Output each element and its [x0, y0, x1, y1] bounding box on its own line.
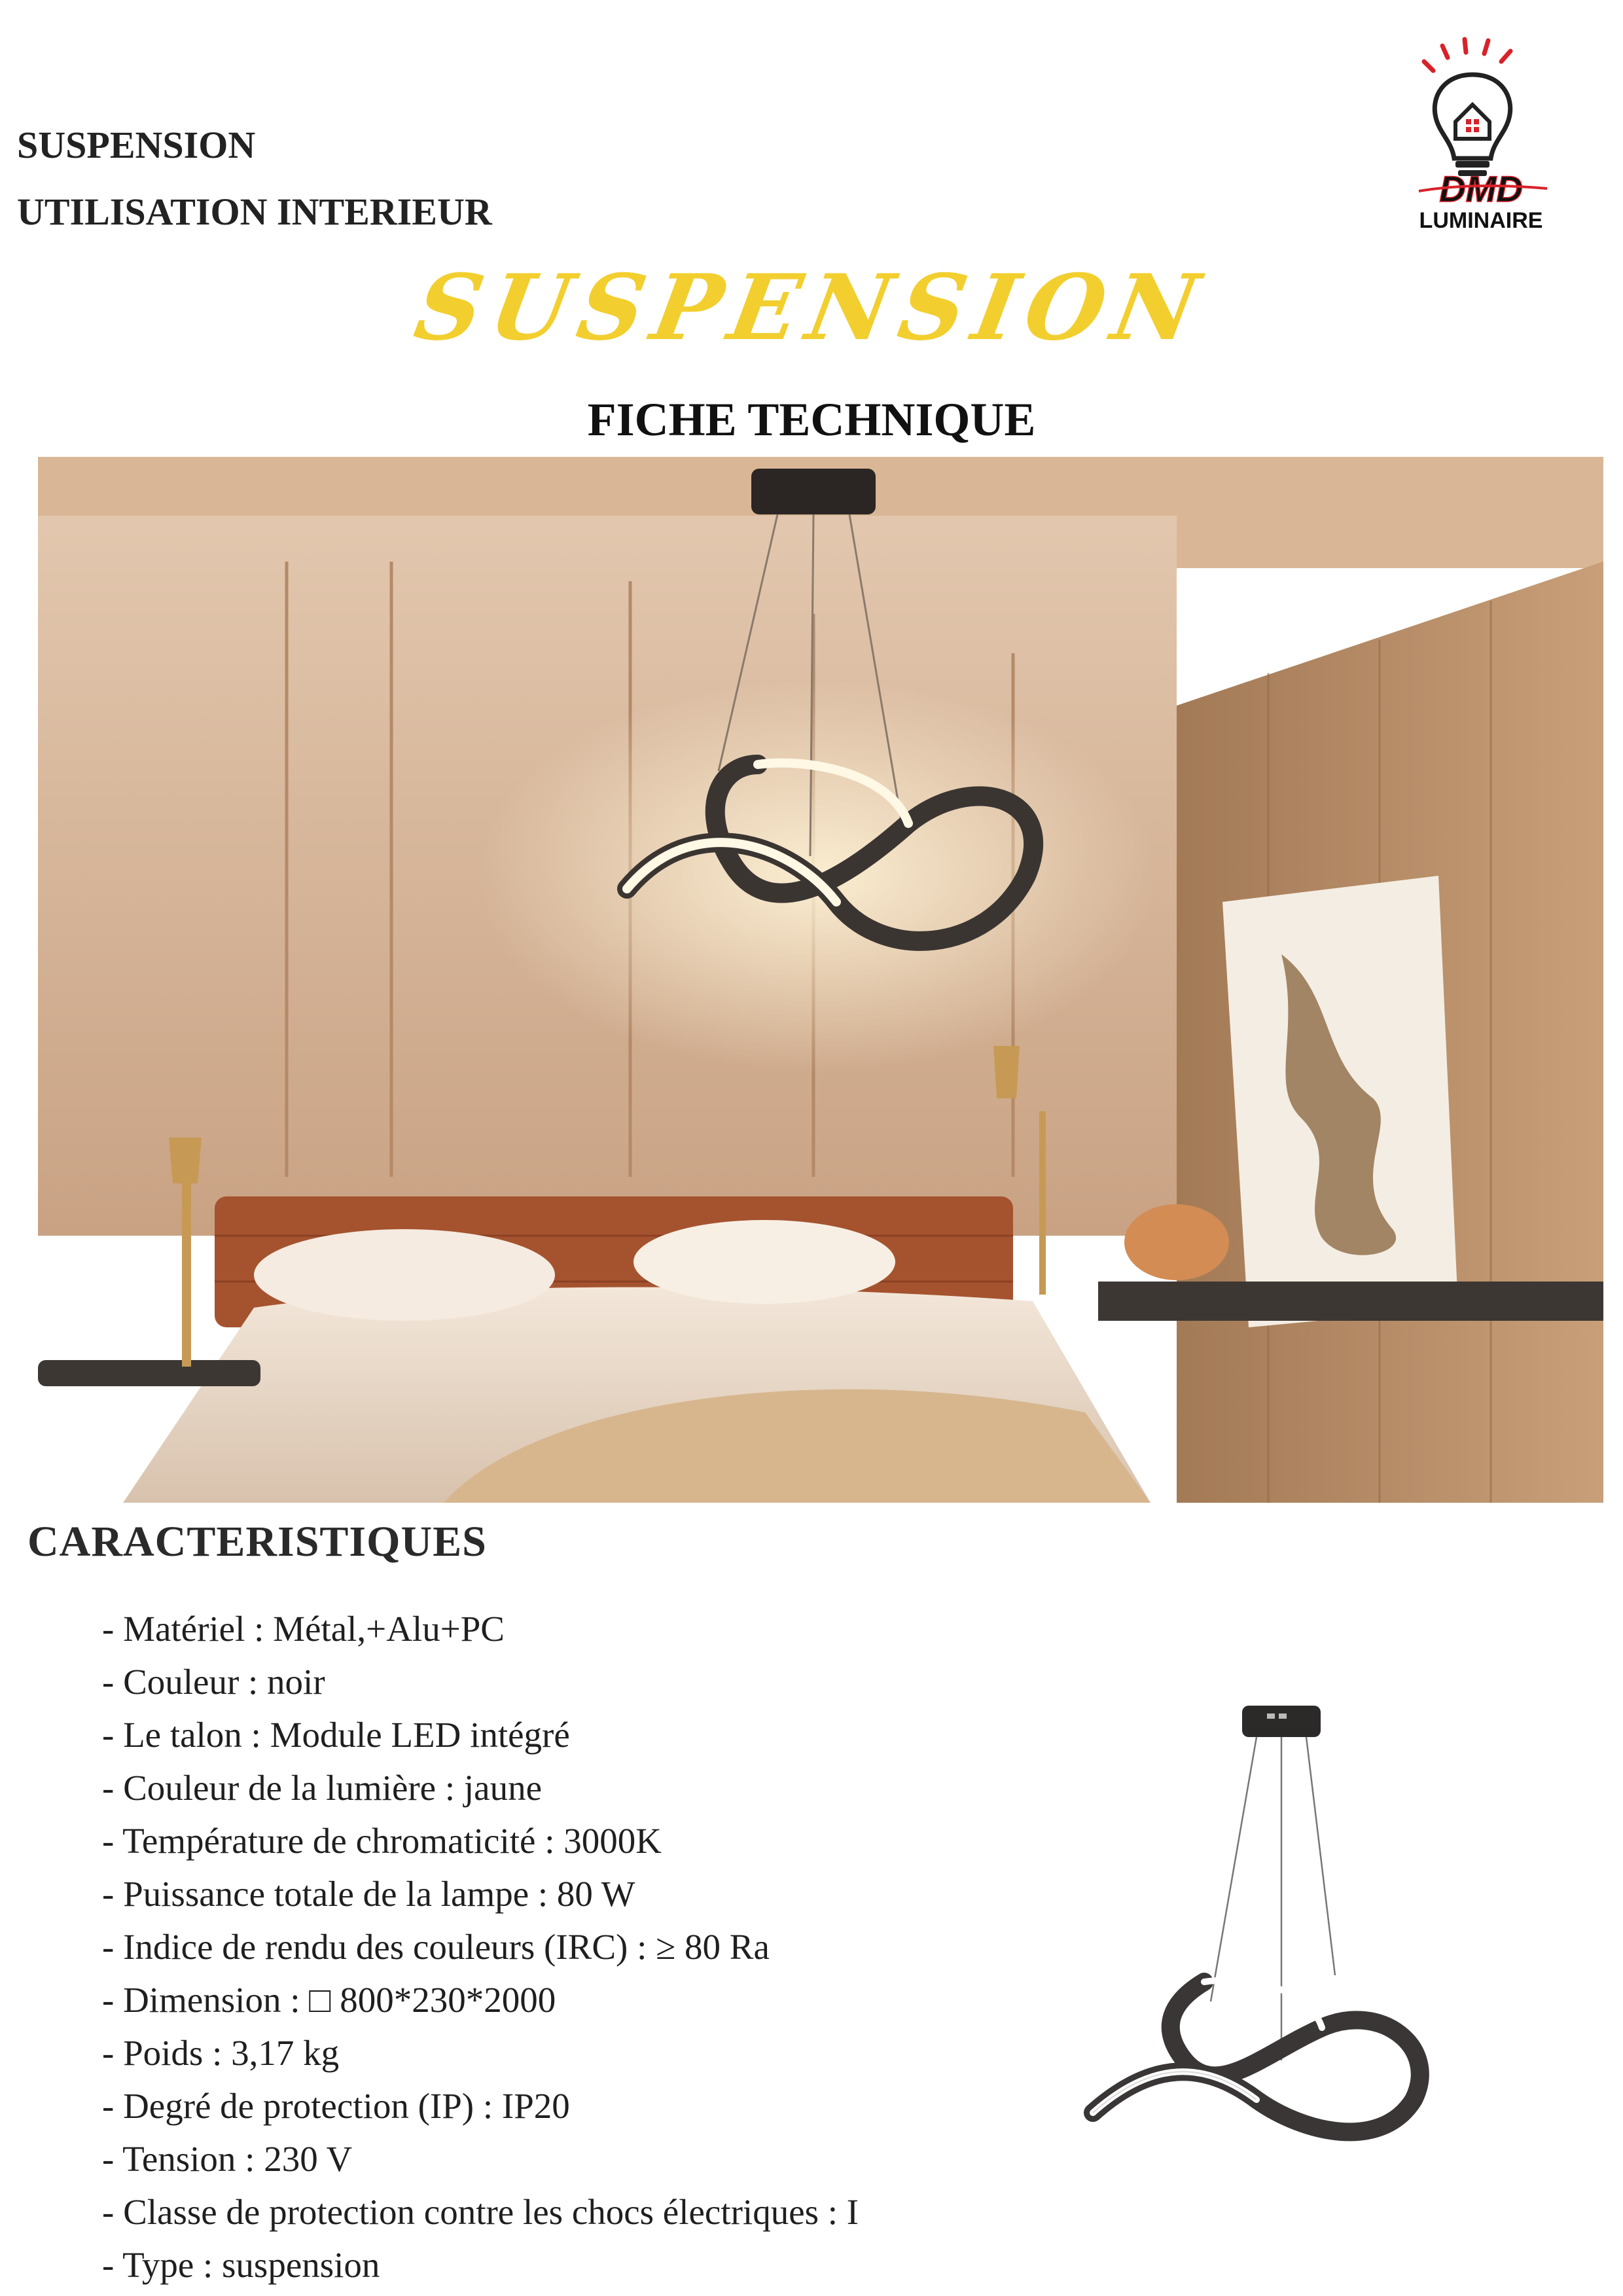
spec-protection-class: - Classe de protection contre les chocs électriques : I	[102, 2192, 859, 2232]
spec-list	[102, 1602, 859, 2291]
spec-type: - Type : suspension	[102, 2245, 380, 2285]
pendant-lamp-icon	[1093, 1706, 1420, 2132]
spec-ip-rating: - Degré de protection (IP) : IP20	[102, 2086, 570, 2126]
brand-tagline: LUMINAIRE	[1419, 208, 1543, 233]
section-title: CARACTERISTIQUES	[27, 1518, 487, 1566]
spec-power: - Puissance totale de la lampe : 80 W	[102, 1874, 635, 1914]
header-usage: UTILISATION INTERIEUR	[17, 190, 492, 233]
brand-name: DMD	[1439, 168, 1523, 209]
hero-photo	[38, 457, 1603, 1503]
spec-light-color: - Couleur de la lumière : jaune	[102, 1768, 542, 1808]
spec-voltage: - Tension : 230 V	[102, 2139, 353, 2179]
spec-weight: - Poids : 3,17 kg	[102, 2033, 340, 2073]
header-product-type: SUSPENSION	[17, 124, 256, 166]
spec-dimension: - Dimension : □ 800*230*2000	[102, 1980, 556, 2020]
main-title: SUSPENSION	[407, 254, 1216, 361]
bulb-house-icon	[1424, 39, 1510, 176]
product-photo	[1073, 1694, 1466, 2191]
spec-material: - Matériel : Métal,+Alu+PC	[102, 1609, 505, 1649]
subtitle: FICHE TECHNIQUE	[587, 393, 1036, 446]
spec-color-temperature: - Température de chromaticité : 3000K	[102, 1821, 662, 1861]
brand-logo	[1393, 37, 1569, 233]
spec-cri: - Indice de rendu des couleurs (IRC) : ≥ 80 Ra	[102, 1927, 770, 1967]
spec-color: - Couleur : noir	[102, 1662, 325, 1702]
spec-base: - Le talon : Module LED intégré	[102, 1715, 570, 1755]
